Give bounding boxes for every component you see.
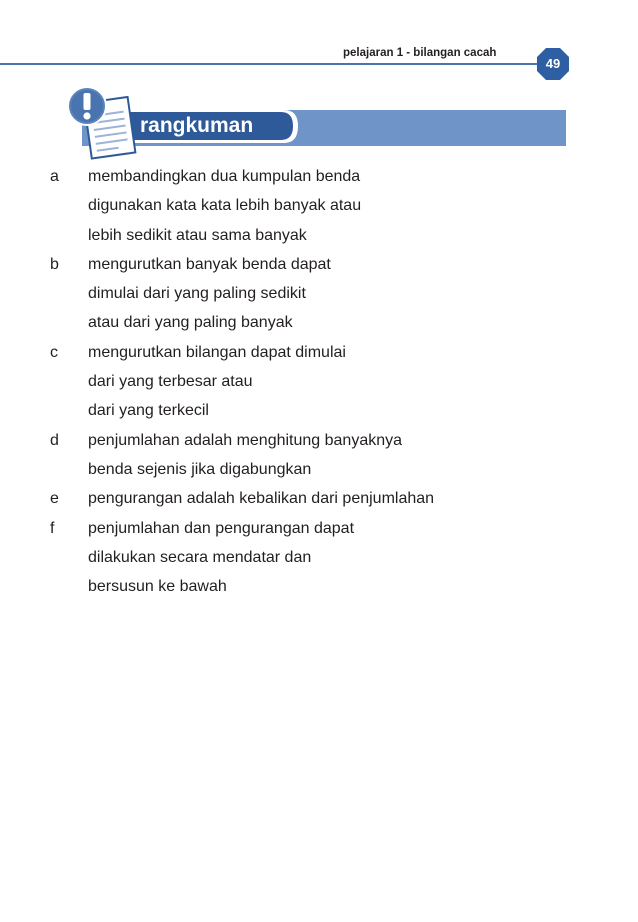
page-number: 49 xyxy=(545,56,561,71)
summary-item-a xyxy=(50,162,434,250)
summary-item-c xyxy=(50,338,434,426)
item-text-line: penjumlahan dan pengurangan dapat xyxy=(88,519,355,537)
item-text-line: lebih sedikit atau sama banyak xyxy=(88,226,307,244)
item-text-line: dilakukan secara mendatar dan xyxy=(88,548,312,566)
item-text-line: membandingkan dua kumpulan benda xyxy=(88,168,361,185)
item-text-line: atau dari yang paling banyak xyxy=(88,314,293,332)
item-letter: b xyxy=(50,255,59,273)
item-letter: a xyxy=(50,168,59,185)
item-letter: e xyxy=(50,490,59,508)
section-title: rangkuman xyxy=(140,114,254,137)
item-text-line: mengurutkan bilangan dapat dimulai xyxy=(88,343,346,361)
item-letter: c xyxy=(50,343,58,361)
summary-item-f xyxy=(50,514,434,602)
section-title-tab xyxy=(118,105,300,148)
item-text-line: dari yang terkecil xyxy=(88,402,209,420)
item-text-line: digunakan kata kata lebih banyak atau xyxy=(88,197,362,215)
item-letter: d xyxy=(50,431,59,449)
running-head: pelajaran 1 - bilangan cacah xyxy=(343,47,497,59)
item-text-line: pengurangan adalah kebalikan dari penjumlahan xyxy=(88,490,435,508)
item-text-line: dari yang terbesar atau xyxy=(88,373,253,391)
header-rule xyxy=(0,63,538,65)
summary-item-d xyxy=(50,426,434,485)
item-text-line: mengurutkan banyak benda dapat xyxy=(88,255,331,273)
item-text-line: dimulai dari yang paling sedikit xyxy=(88,285,306,303)
summary-item-e xyxy=(50,484,434,513)
exclamation-note-icon xyxy=(60,84,142,162)
item-letter: f xyxy=(50,519,55,537)
summary-item-b xyxy=(50,250,434,338)
item-text-line: bersusun ke bawah xyxy=(88,578,227,596)
page-number-badge xyxy=(536,47,570,81)
summary-list xyxy=(50,162,434,601)
item-text-line: benda sejenis jika digabungkan xyxy=(88,460,312,478)
item-text-line: penjumlahan adalah menghitung banyaknya xyxy=(88,431,403,449)
